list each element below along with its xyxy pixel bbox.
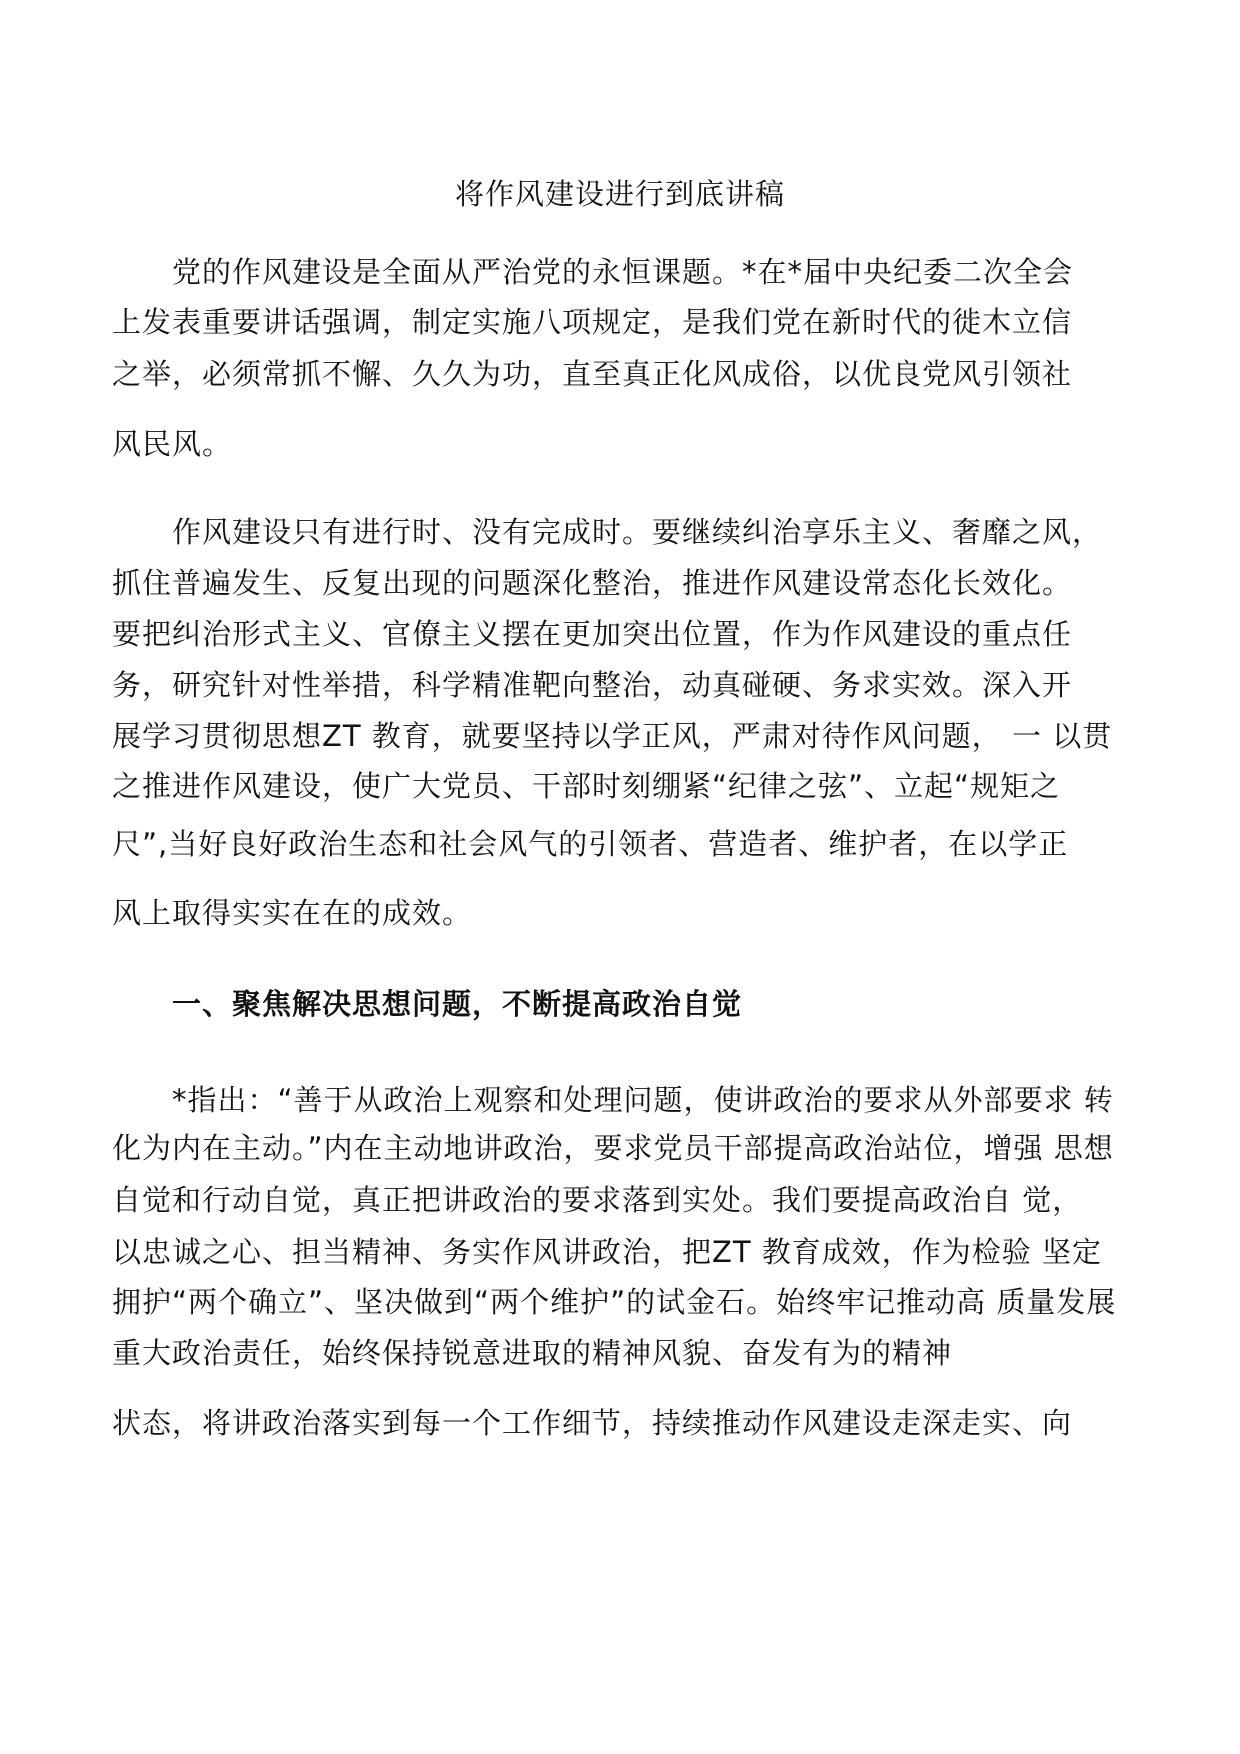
paragraph-1-line-4: 风民风。	[112, 427, 233, 461]
paragraph-1-line-3: 之举，必须常抓不懈、久久为功，直至真正化风成俗，以优良党风引领社	[112, 357, 1073, 391]
paragraph-2-line-3: 要把纠治形式主义、官僚主义摆在更加突出位置，作为作风建设的重点任	[112, 617, 1073, 651]
paragraph-2-line-8: 风上取得实实在在的成效。	[112, 896, 473, 930]
paragraph-3-line-7: 状态，将讲政治落实到每一个工作细节，持续推动作风建设走深走实、向	[112, 1406, 1073, 1440]
document-title: 将作风建设进行到底讲稿	[454, 177, 785, 211]
paragraph-3-line-2: 化为内在主动。”内在主动地讲政治，要求党员干部提高政治站位，增强 思想	[112, 1131, 1114, 1165]
paragraph-3-line-5: 拥护“两个确立”、坚决做到“两个维护”的试金石。始终牢记推动高 质量发展	[112, 1285, 1117, 1319]
paragraph-2-line-4: 务，研究针对性举措，科学精准靶向整治，动真碰硬、务求实效。深入开	[112, 668, 1073, 702]
paragraph-3-line-6: 重大政治责任，始终保持锐意进取的精神风貌、奋发有为的精神	[112, 1336, 953, 1370]
paragraph-3-line-1: *指出：“善于从政治上观察和处理问题，使讲政治的要求从外部要求 转	[172, 1083, 1114, 1117]
paragraph-3-line-4: 以忠诚之心、担当精神、务实作风讲政治，把ZT 教育成效，作为检验 坚定	[112, 1235, 1103, 1269]
paragraph-1-line-1: 党的作风建设是全面从严治党的永恒课题。*在*届中央纪委二次全会	[172, 255, 1074, 289]
paragraph-2-line-1: 作风建设只有进行时、没有完成时。要继续纠治享乐主义、奢靡之风，	[172, 515, 1103, 549]
paragraph-2-line-6: 之推进作风建设，使广大党员、干部时刻绷紧“纪律之弦”、立起“规矩之	[112, 769, 1061, 803]
section-heading-1: 一、聚焦解决思想问题，不断提高政治自觉	[172, 987, 743, 1021]
paragraph-2-line-2: 抓住普遍发生、反复出现的问题深化整治，推进作风建设常态化长效化。	[112, 566, 1073, 600]
paragraph-2-line-5: 展学习贯彻思想ZT 教育，就要坚持以学正风，严肃对待作风问题， 一 以贯	[112, 719, 1113, 753]
paragraph-3-line-3: 自觉和行动自觉，真正把讲政治的要求落到实处。我们要提高政治自 觉，	[112, 1183, 1083, 1217]
paragraph-1-line-2: 上发表重要讲话强调，制定实施八项规定，是我们党在新时代的徙木立信	[112, 305, 1073, 339]
paragraph-2-line-7: 尺”,当好良好政治生态和社会风气的引领者、营造者、维护者，在以学正	[112, 827, 1069, 861]
